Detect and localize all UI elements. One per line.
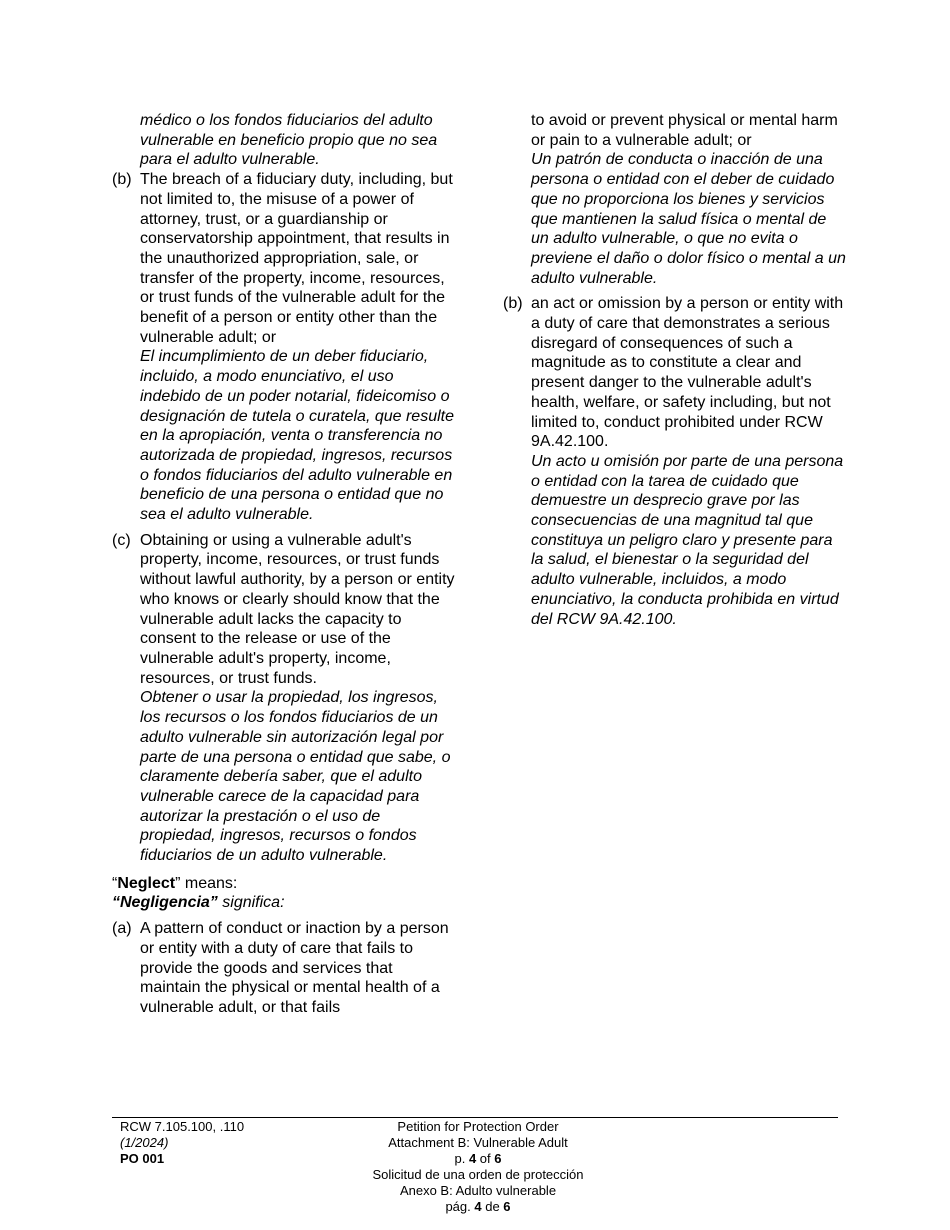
item-es-text: Obtener o usar la propiedad, los ingresos, los recursos o los fondos fiduciarios de un adulto vulnerable sin autorización legal por parte de una persona o entidad que sabe, o claramente debería saber, que el adulto vulnerable carece de la capacidad para autorizar la prestación o el uso de propiedad, ingresos, recursos o fondos fiduciarios de un adulto vulnerable.: [140, 689, 451, 865]
neglect-item-b: [503, 294, 848, 629]
form-number: PO 001: [120, 1151, 165, 1166]
neglect-heading-es: [112, 893, 457, 913]
neglect-item-a-continued: [503, 111, 848, 288]
page-footer: [112, 1117, 838, 1218]
item-label: (b): [112, 171, 132, 189]
footer-title-block: [332, 1119, 624, 1215]
item-label: (c): [112, 531, 131, 549]
attachment-en: Attachment B: Vulnerable Adult: [388, 1135, 568, 1150]
negligencia-term: “Negligencia”: [112, 894, 218, 912]
left-column: [112, 111, 457, 1024]
item-en-text: Obtaining or using a vulnerable adult's property, income, resources, or trust funds without lawful authority, by a person or entity who knows or clearly should know that the vulnerable adult lacks the capacity to consent to the release or use of the vulnerable adult's property, income, resources, or trust funds.: [140, 531, 455, 687]
item-label: (a): [112, 920, 132, 938]
page-number-es: pág. 4 de 6: [445, 1199, 511, 1214]
item-es-text: El incumplimiento de un deber fiduciario, incluido, a modo enunciativo, el uso indebido de un poder notarial, fideicomiso o designación de tutela o curatela, que resulte en la apropiación, venta o transferencia no autorizada de propiedad, ingresos, recursos o fondos fiduciarios del adulto vulnerable en beneficio de una persona o entidad que no sea el adulto vulnerable.: [140, 348, 454, 524]
form-title-en: Petition for Protection Order: [397, 1119, 559, 1134]
statute-reference: RCW 7.105.100, .110: [120, 1119, 245, 1134]
carryover-paragraph: [112, 111, 457, 170]
neglect-item-a: [112, 919, 457, 1018]
neglect-heading: [112, 874, 457, 913]
form-date: (1/2024): [120, 1135, 169, 1150]
significa-label: significa:: [217, 894, 285, 912]
list-item-c: [112, 531, 457, 866]
page-number-en: p. 4 of 6: [454, 1151, 502, 1166]
item-en-text: to avoid or prevent physical or mental harm or pain to a vulnerable adult; or: [531, 112, 838, 149]
item-label: (b): [503, 295, 523, 313]
item-es-text: Un acto u omisión por parte de una persona o entidad con la tarea de cuidado que demuestre un desprecio grave por las consecuencias de una magnitud tal que constituya un peligro claro y presente para la salud, el bienestar o la seguridad del adulto vulnerable, incluidos, a modo enunciativo, la conducta prohibida en virtud del RCW 9A.42.100.: [531, 452, 844, 628]
footer-form-info: [120, 1119, 320, 1167]
neglect-term: Neglect: [117, 874, 176, 892]
means-label: ” means:: [175, 874, 238, 892]
open-quote: “: [112, 874, 118, 892]
neglect-heading-en: [112, 874, 457, 894]
right-column: [503, 111, 848, 635]
item-en-text: The breach of a fiduciary duty, including, but not limited to, the misuse of a power of attorney, trust, or a guardianship or conservatorship appointment, that results in the unauthorized appropriation, sale, or transfer of the property, income, resources, or trust funds of the vulnerable adult for the benefit of a person or entity other than the vulnerable adult; or: [140, 171, 453, 346]
item-en-text: A pattern of conduct or inaction by a person or entity with a duty of care that fails to provide the goods and services that maintain the physical or mental health of a vulnerable adult, or that fails: [140, 920, 449, 1016]
attachment-es: Anexo B: Adulto vulnerable: [399, 1183, 557, 1198]
list-item-b: [112, 170, 457, 525]
form-title-es: Solicitud de una orden de protección: [372, 1167, 584, 1182]
item-en-text: an act or omission by a person or entity with a duty of care that demonstrates a serious disregard of consequences of such a magnitude as to constitute a clear and present danger to the vulnerable adult's health, welfare, or safety including, but not limited to, conduct prohibited under RCW 9A.42.100.: [531, 295, 844, 451]
carryover-es-text: médico o los fondos fiduciarios del adulto vulnerable en beneficio propio que no sea para el adulto vulnerable.: [140, 112, 438, 169]
item-es-text: Un patrón de conducta o inacción de una persona o entidad con el deber de cuidado que no proporciona los bienes y servicios que mantienen la salud física o mental de un adulto vulnerable, o que no evita o previene el daño o dolor físico o mental a un adulto vulnerable.: [531, 151, 846, 287]
